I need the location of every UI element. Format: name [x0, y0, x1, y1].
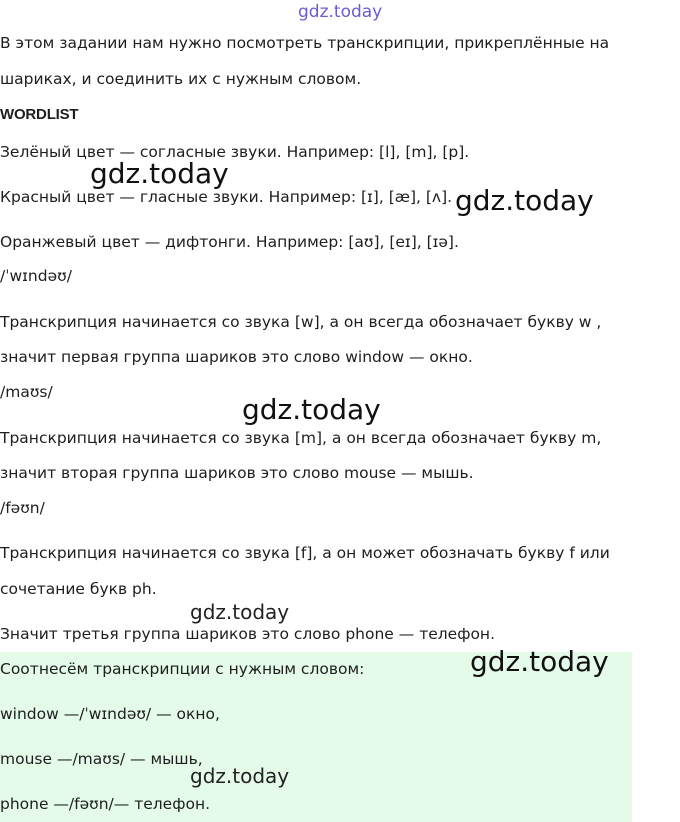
- answer-mouse: mouse —/maʊs/ — мышь,: [0, 750, 203, 768]
- answer-heading: Соотнесём транскрипции с нужным словом:: [0, 660, 365, 678]
- wordlist-orange: Оранжевый цвет — дифтонги. Например: [aʊ], [eɪ], [ɪə].: [0, 233, 459, 251]
- phone-line-3: Значит третья группа шариков это слово phone — телефон.: [0, 625, 495, 643]
- phone-line-2: сочетание букв ph.: [0, 580, 157, 598]
- answer-phone: phone —/fəʊn/— телефон.: [0, 795, 210, 813]
- wordlist-green: Зелёный цвет — согласные звуки. Например: [l], [m], [p].: [0, 143, 470, 161]
- watermark-1: gdz.today: [90, 157, 229, 190]
- watermark-5: gdz.today: [470, 645, 609, 678]
- wordlist-heading: WORDLIST: [0, 106, 79, 123]
- phone-line-1: Транскрипция начинается со звука [f], а он может обозначать букву f или: [0, 544, 610, 562]
- watermark-2: gdz.today: [455, 184, 594, 217]
- intro-line-2: шариках, и соединить их с нужным словом.: [0, 70, 362, 88]
- phone-transcription: /fəʊn/: [0, 499, 45, 517]
- wordlist-red: Красный цвет — гласные звуки. Например: [ɪ], [æ], [ʌ].: [0, 188, 453, 206]
- watermark-3: gdz.today: [242, 393, 381, 426]
- window-line-2: значит первая группа шариков это слово window — окно.: [0, 348, 473, 366]
- mouse-line-2: значит вторая группа шариков это слово mouse — мышь.: [0, 464, 474, 482]
- intro-line-1: В этом задании нам нужно посмотреть транскрипции, прикреплённые на: [0, 34, 610, 52]
- watermark-4: gdz.today: [190, 600, 290, 624]
- watermark-top: gdz.today: [298, 2, 383, 22]
- mouse-transcription: /maʊs/: [0, 383, 53, 401]
- mouse-line-1: Транскрипция начинается со звука [m], а он всегда обозначает букву m,: [0, 429, 602, 447]
- watermark-6: gdz.today: [190, 764, 290, 788]
- answer-window: window —/ˈwɪndəʊ/ — окно,: [0, 705, 220, 723]
- window-transcription: /ˈwɪndəʊ/: [0, 267, 72, 285]
- window-line-1: Транскрипция начинается со звука [w], а он всегда обозначает букву w ,: [0, 313, 602, 331]
